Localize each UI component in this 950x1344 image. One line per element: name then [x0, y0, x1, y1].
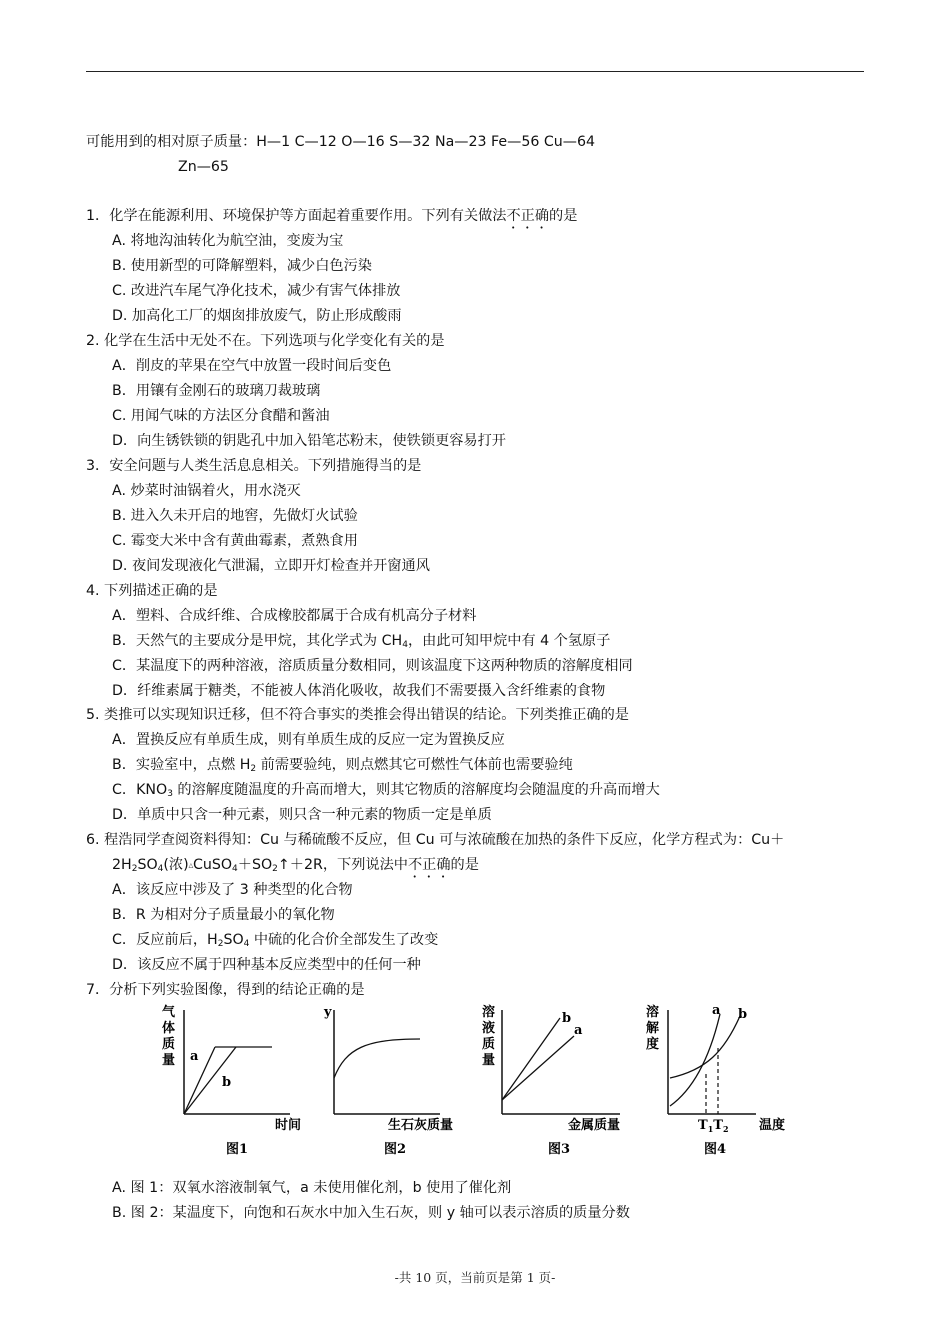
fig4-caption: 图4: [704, 1142, 727, 1157]
fig2-caption: 图2: [384, 1142, 407, 1157]
fig3-ylabel-2: 液: [482, 1021, 496, 1036]
fig1-ylabel-4: 量: [162, 1053, 176, 1068]
fig4-label-b: b: [738, 1007, 748, 1022]
fig1-ylabel-2: 体: [162, 1021, 176, 1036]
header-rule: [86, 71, 864, 72]
fig1-caption: 图1: [226, 1142, 249, 1157]
page-footer: -共 10 页，当前页是第 1 页-: [394, 1270, 556, 1285]
fig2-xlabel: 生石灰质量: [388, 1118, 454, 1133]
reaction-condition: △: [188, 862, 193, 869]
q2-option-a: A．削皮的苹果在空气中放置一段时间后变色: [112, 358, 392, 374]
question-6-stem: 6. 程浩同学查阅资料得知：Cu 与稀硫酸不反应，但 Cu 可与浓硫酸在加热的条件下反应，化学方程式为：Cu＋: [86, 832, 785, 848]
q1-option-c: C. 改进汽车尾气净化技术，减少有害气体排放: [112, 283, 401, 299]
q7-option-a: A. 图 1：双氧水溶液制氧气，a 未使用催化剂，b 使用了催化剂: [112, 1180, 512, 1196]
fig1-ylabel-1: 气: [162, 1005, 176, 1020]
q6-option-a: A．该反应中涉及了 3 种类型的化合物: [112, 882, 353, 898]
fig4-ylabel-3: 度: [646, 1037, 660, 1052]
q3-option-a: A. 炒菜时油锅着火，用水浇灭: [112, 483, 301, 499]
figures-panel: [150, 998, 810, 1163]
figure-4: [646, 1003, 785, 1157]
q2-option-d: D．向生锈铁锁的钥匙孔中加入铅笔芯粉末，使铁锁更容易打开: [112, 433, 506, 449]
q4-option-a: A．塑料、合成纤维、合成橡胶都属于合成有机高分子材料: [112, 608, 477, 624]
q1-option-b: B. 使用新型的可降解塑料，减少白色污染: [112, 258, 372, 274]
fig4-ylabel-1: 溶: [646, 1005, 660, 1020]
question-2-stem: 2. 化学在生活中无处不在。下列选项与化学变化有关的是: [86, 333, 445, 349]
question-4-stem: 4. 下列描述正确的是: [86, 583, 218, 599]
q5-option-a: A．置换反应有单质生成，则有单质生成的反应一定为置换反应: [112, 732, 505, 748]
question-7-stem: 7．分析下列实验图像，得到的结论正确的是: [86, 982, 365, 998]
figure-2: [323, 1005, 453, 1157]
fig1-label-b: b: [222, 1075, 232, 1090]
fig4-ylabel-2: 解: [646, 1021, 660, 1036]
atomic-masses: 可能用到的相对原子质量：H—1 C—12 O—16 S—32 Na—23 Fe—56 Cu—64: [86, 134, 596, 150]
q6-option-c: C．反应前后，$H_2SO_4$ 中硫的化合价全部发生了改变: [112, 932, 439, 949]
q5-option-d: D．单质中只含一种元素，则只含一种元素的物质一定是单质: [112, 807, 492, 823]
question-3-stem: 3．安全问题与人类生活息息相关。下列措施得当的是: [86, 458, 422, 474]
fig4-curve-b: [670, 1016, 740, 1078]
question-5-stem: 5. 类推可以实现知识迁移，但不符合事实的类推会得出错误的结论。下列类推正确的是: [86, 707, 629, 723]
fig3-ylabel-4: 量: [482, 1053, 496, 1068]
q4-option-b: B．天然气的主要成分是甲烷，其化学式为 $CH_4$，由此可知甲烷中有 4 个氢原子: [112, 633, 611, 650]
fig3-line-a: [502, 1036, 574, 1100]
fig3-line-b: [502, 1018, 560, 1100]
fig3-label-b: b: [562, 1011, 572, 1026]
q7-option-b: B. 图 2：某温度下，向饱和石灰水中加入生石灰，则 y 轴可以表示溶质的质量分数: [112, 1205, 630, 1221]
question-1-stem: 1．化学在能源利用、环境保护等方面起着重要作用。下列有关做法不正确的是: [86, 208, 578, 224]
fig2-ylabel: y: [324, 1005, 332, 1020]
fig3-caption: 图3: [548, 1142, 571, 1157]
q4-option-c: C．某温度下的两种溶液，溶质质量分数相同，则该温度下这两种物质的溶解度相同: [112, 658, 633, 674]
figure-3: [482, 1004, 620, 1157]
q5-option-b: B．实验室中，点燃 $H_2$ 前需要验纯，则点燃其它可燃性气体前也需要验纯: [112, 757, 573, 774]
fig4-t-labels: $T_1T_2$: [698, 1118, 729, 1134]
q4-option-d: D．纤维素属于糖类，不能被人体消化吸收，故我们不需要摄入含纤维素的食物: [112, 683, 606, 699]
fig3-ylabel-3: 质: [482, 1037, 496, 1052]
question-6-equation: $2H_2SO_4$(浓)$\triangle CuSO_4+SO_2↑+2R$，下列说法中不正确的是: [112, 857, 479, 874]
q3-option-b: B. 进入久未开启的地窖，先做灯火试验: [112, 508, 358, 524]
fig4-xlabel: 温度: [759, 1118, 786, 1133]
q6-option-b: B．R 为相对分子质量最小的氧化物: [112, 907, 335, 923]
q1-option-a: A. 将地沟油转化为航空油，变废为宝: [112, 233, 344, 249]
figure-1: [162, 1004, 301, 1157]
fig4-label-a: a: [712, 1003, 721, 1018]
q5-option-c: C．$KNO_3$ 的溶解度随温度的升高而增大，则其它物质的溶解度均会随温度的升高而增大: [112, 782, 660, 799]
fig1-label-a: a: [190, 1049, 199, 1064]
q1-option-d: D. 加高化工厂的烟囱排放废气，防止形成酸雨: [112, 308, 402, 324]
q3-option-d: D. 夜间发现液化气泄漏，立即开灯检查并开窗通风: [112, 558, 430, 574]
fig1-ylabel-3: 质: [162, 1037, 176, 1052]
fig3-label-a: a: [574, 1023, 583, 1038]
fig1-xlabel: 时间: [275, 1118, 302, 1133]
q3-option-c: C. 霉变大米中含有黄曲霉素，煮熟食用: [112, 533, 358, 549]
q6-option-d: D．该反应不属于四种基本反应类型中的任何一种: [112, 957, 421, 973]
fig3-ylabel-1: 溶: [482, 1005, 496, 1020]
fig3-xlabel: 金属质量: [568, 1118, 621, 1133]
q2-option-b: B．用镶有金刚石的玻璃刀裁玻璃: [112, 383, 321, 399]
atomic-masses-cont: Zn—65: [178, 159, 229, 175]
fig4-curve-a: [670, 1014, 720, 1106]
q2-option-c: C. 用闻气味的方法区分食醋和酱油: [112, 408, 330, 424]
fig2-curve: [334, 1039, 420, 1078]
